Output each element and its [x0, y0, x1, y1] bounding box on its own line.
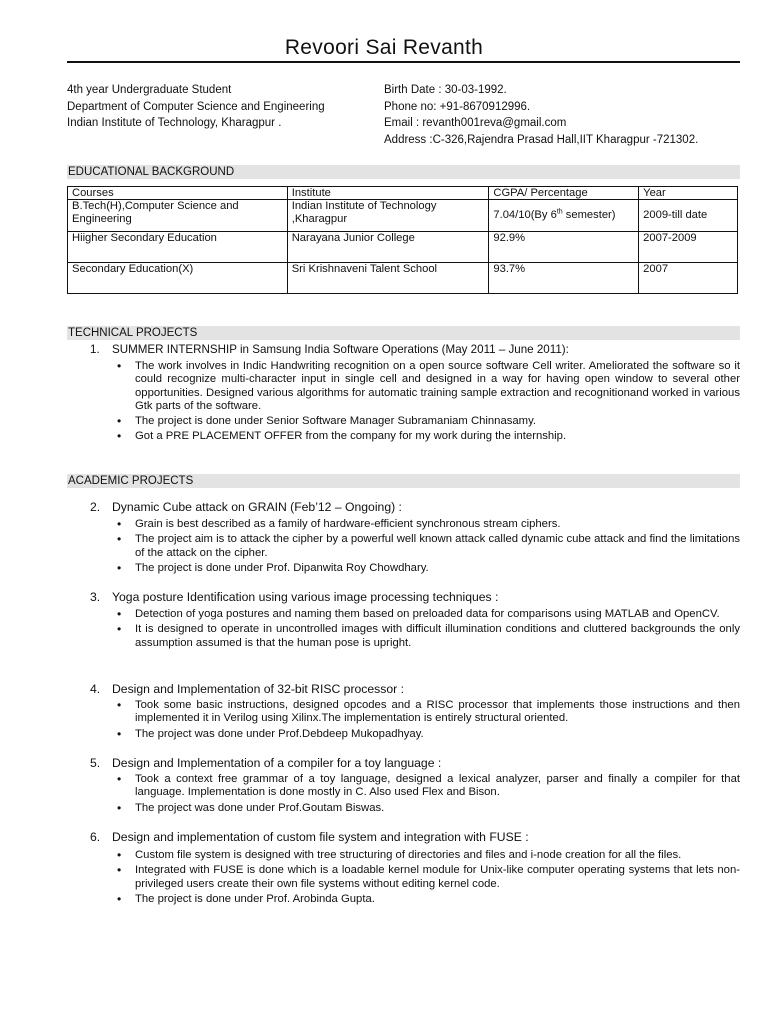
- col-courses: Courses: [68, 187, 288, 200]
- project-1-title: [90, 342, 569, 357]
- col-institute: Institute: [287, 187, 489, 200]
- course-cell: Secondary Education(X): [68, 263, 288, 294]
- list-item: • The project is done under Senior Software Manager Subramaniam Chinnasamy.: [113, 415, 740, 428]
- project-title-text: SUMMER INTERNSHIP in Samsung India Software Operations (May 2011 – June 2011):: [112, 343, 569, 356]
- project-number: 2.: [90, 500, 101, 514]
- project-4-title: [90, 682, 404, 697]
- project-title-text: Design and Implementation of a compiler for a toy language :: [112, 756, 442, 770]
- list-item: • The project is done under Prof. Dipanwita Roy Chowdhary.: [113, 562, 740, 575]
- institute-cell: Sri Krishnaveni Talent School: [287, 263, 489, 294]
- technical-projects-heading: TECHNICAL PROJECTS: [67, 326, 740, 340]
- score-cell: 92.9%: [489, 232, 639, 263]
- project-6-bullets: [113, 849, 740, 908]
- student-info: [67, 82, 367, 132]
- education-header-row: [68, 187, 738, 200]
- project-number: 1.: [90, 343, 100, 356]
- year-cell: 2009-till date: [639, 200, 738, 232]
- score-superscript: th: [556, 208, 563, 216]
- project-3-title: [90, 590, 498, 605]
- list-item: • Detection of yoga postures and naming them based on preloaded data for comparisons using MATLAB and OpenCV.: [113, 608, 740, 621]
- academic-projects-heading: ACADEMIC PROJECTS: [67, 474, 740, 488]
- project-number: 5.: [90, 756, 101, 770]
- project-5-title: [90, 756, 441, 771]
- postal-address: Address :C-326,Rajendra Prasad Hall,IIT Kharagpur -721302.: [384, 133, 699, 146]
- table-row: [68, 263, 738, 294]
- contact-info: [384, 82, 754, 148]
- table-row: [68, 200, 738, 232]
- project-number: 3.: [90, 590, 101, 604]
- table-row: [68, 232, 738, 263]
- course-cell: B.Tech(H),Computer Science and Engineering: [68, 200, 288, 232]
- list-item: • Custom file system is designed with tree structuring of directories and files and i-node creation for all the files.: [113, 849, 740, 862]
- score-main: 7.04/10(By 6: [493, 209, 557, 221]
- col-year: Year: [639, 187, 738, 200]
- institute-cell: Narayana Junior College: [287, 232, 489, 263]
- project-3-bullets: [113, 608, 740, 652]
- score-cell: [489, 200, 639, 232]
- score-cell: 93.7%: [489, 263, 639, 294]
- list-item: • Got a PRE PLACEMENT OFFER from the company for my work during the internship.: [113, 430, 740, 443]
- project-title-text: Design and implementation of custom file system and integration with FUSE :: [112, 830, 529, 844]
- list-item: • Took some basic instructions, designed opcodes and a RISC processor that implements those instructions and then implemented it in Verilog using Xilinx.The implementation is entirely structural oriented.: [113, 699, 740, 726]
- project-2-bullets: [113, 518, 740, 577]
- project-4-bullets: [113, 699, 740, 743]
- project-title-text: Yoga posture Identification using various image processing techniques :: [112, 590, 499, 604]
- score-tail: semester): [562, 209, 616, 221]
- list-item: • The project aim is to attack the cipher by a powerful well known attack called dynamic cube attack and find the limitations of the attack on the cipher.: [113, 533, 740, 560]
- project-number: 4.: [90, 682, 101, 696]
- list-item: • It is designed to operate in uncontrolled images with difficult illumination conditions and cluttered backgrounds the only assumption assumed is that the human pose is upright.: [113, 623, 740, 650]
- col-score: CGPA/ Percentage: [489, 187, 639, 200]
- list-item: • Grain is best described as a family of hardware-efficient synchronous stream ciphers.: [113, 518, 740, 531]
- project-title-text: Design and Implementation of 32-bit RISC processor :: [112, 682, 404, 696]
- project-2-title: [90, 500, 402, 515]
- list-item: • Took a context free grammar of a toy language, designed a lexical analyzer, parser and finally a compiler for that language. Implementation is done mostly in C. Also used Flex and Bison.: [113, 773, 740, 800]
- education-heading: EDUCATIONAL BACKGROUND: [67, 165, 740, 179]
- project-5-bullets: [113, 773, 740, 817]
- project-title-text: Dynamic Cube attack on GRAIN (Feb’12 – Ongoing) :: [112, 500, 402, 514]
- education-table: [67, 186, 738, 294]
- list-item: • Integrated with FUSE is done which is a loadable kernel module for Unix-like computer operating systems that lets non-privileged users create their own file systems without editing kernel code.: [113, 864, 740, 891]
- year-cell: 2007: [639, 263, 738, 294]
- project-6-title: [90, 830, 529, 845]
- list-item: • The work involves in Indic Handwriting recognition on a open source software Cell writer. Ameliorated the software so it could recognize multi-character input in single cell and designed in a way for having open window to several other opportunities. Designed various algorithms for automatic training sample extraction and recognitionand worked in various Gtk parts of the software.: [113, 360, 740, 413]
- project-1-bullets: [113, 360, 740, 446]
- course-cell: Hiigher Secondary Education: [68, 232, 288, 263]
- project-number: 6.: [90, 830, 101, 844]
- list-item: • The project is done under Prof. Arobinda Gupta.: [113, 893, 740, 906]
- phone-number: Phone no: +91-8670912996.: [384, 100, 531, 113]
- institute-cell: Indian Institute of Technology ,Kharagpur: [287, 200, 489, 232]
- email-address[interactable]: Email : revanth001reva@gmail.com: [384, 117, 567, 129]
- list-item: • The project was done under Prof.Goutam Biswas.: [113, 802, 740, 815]
- candidate-name: Revoori Sai Revanth: [284, 36, 484, 59]
- list-item: • The project was done under Prof.Debdeep Mukopadhyay.: [113, 728, 740, 741]
- birth-date: Birth Date : 30-03-1992.: [384, 84, 507, 96]
- year-cell: 2007-2009: [639, 232, 738, 263]
- student-year: 4th year Undergraduate Student: [67, 84, 232, 96]
- student-department: Department of Computer Science and Engineering: [67, 100, 325, 113]
- header-divider: [67, 61, 740, 63]
- student-institute: Indian Institute of Technology, Kharagpur .: [67, 117, 282, 129]
